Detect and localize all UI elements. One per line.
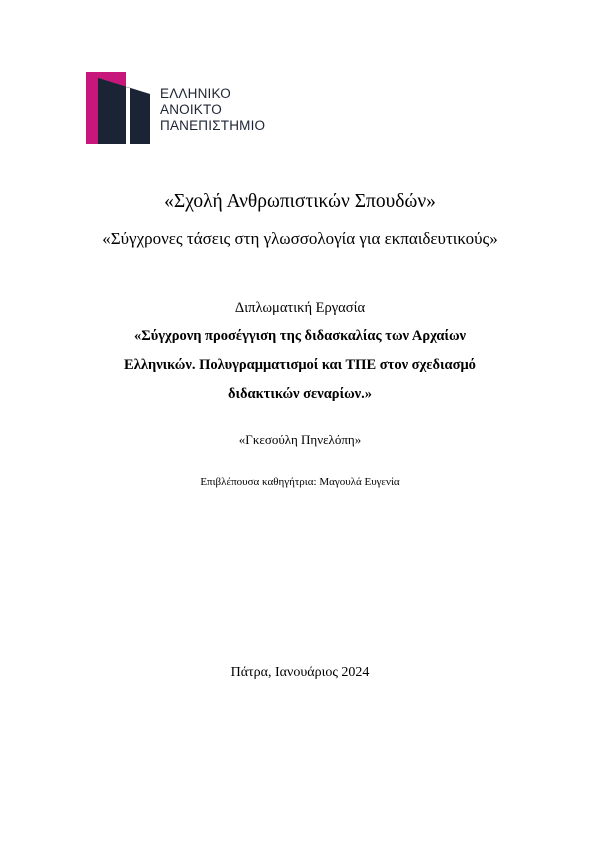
school-name: «Σχολή Ανθρωπιστικών Σπουδών» (164, 191, 436, 212)
university-logo-text (160, 86, 265, 134)
logo-line-3: ΠΑΝΕΠΙΣΤΗΜΙΟ (160, 118, 266, 133)
university-logo (86, 72, 286, 144)
thesis-title-line-2: Ελληνικών. Πολυγραμματισμοί και ΤΠΕ στον σχεδιασμό (124, 357, 476, 373)
thesis-title-line-1: «Σύγχρονη προσέγγιση της διδασκαλίας των Αρχαίων (133, 328, 467, 344)
logo-line-2: ΑΝΟΙΚΤΟ (160, 102, 222, 117)
university-logo-mark-icon (86, 72, 152, 144)
thesis-label: Διπλωματική Εργασία (234, 300, 366, 316)
place-date: Πάτρα, Ιανουάριος 2024 (230, 665, 370, 680)
supervisor-line: Επιβλέπουσα καθηγήτρια: Μαγουλά Ευγενία (200, 476, 400, 488)
logo-line-1: ΕΛΛΗΝΙΚΟ (160, 86, 231, 101)
author-name: «Γκεσούλη Πηνελόπη» (238, 432, 362, 447)
thesis-title-line-3: διδακτικών σεναρίων.» (227, 386, 373, 402)
program-name: «Σύγχρονες τάσεις στη γλωσσολογία για εκπαιδευτικούς» (102, 229, 498, 248)
